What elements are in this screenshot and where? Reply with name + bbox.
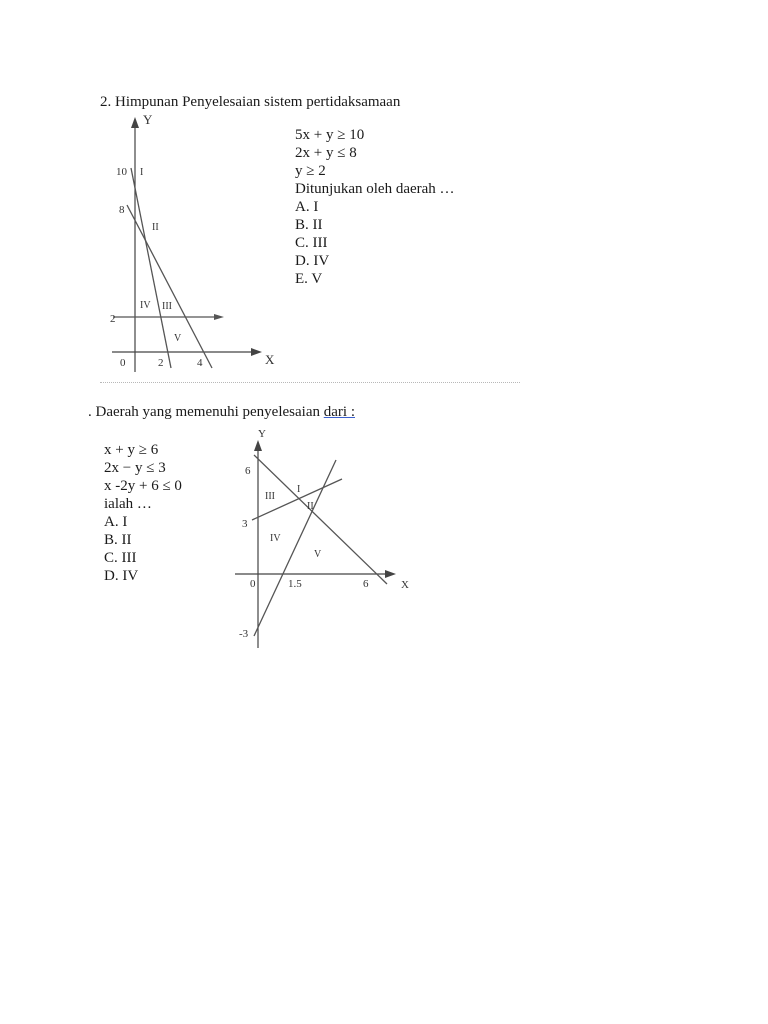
q3-inequality-1: x + y ≥ 6 <box>104 442 159 458</box>
q2-y-tick-10: 10 <box>116 166 127 178</box>
q3-y-tick-6: 6 <box>245 465 251 477</box>
q3-line-x-y-6 <box>254 455 387 584</box>
q2-inequality-3: y ≥ 2 <box>295 163 326 179</box>
q3-x-tick-0: 0 <box>250 578 256 590</box>
q3-option-a[interactable]: A. I <box>104 514 128 530</box>
q3-y-axis-label: Y <box>258 428 266 440</box>
q2-x-tick-0: 0 <box>120 357 126 369</box>
q2-option-b[interactable]: B. II <box>295 217 323 233</box>
q3-y-tick-minus-3: -3 <box>239 628 249 640</box>
q2-region-i: I <box>140 167 144 178</box>
q2-inequality-2: 2x + y ≤ 8 <box>295 145 357 161</box>
q3-inequality-2: 2x − y ≤ 3 <box>104 460 166 476</box>
q2-x-tick-2: 2 <box>158 357 164 369</box>
q2-y-axis-label: Y <box>143 112 153 127</box>
q3-region-i: I <box>297 484 301 495</box>
q2-option-e[interactable]: E. V <box>295 271 323 287</box>
q2-x-tick-4: 4 <box>197 357 203 369</box>
q3-option-d[interactable]: D. IV <box>104 568 139 584</box>
q2-region-v: V <box>174 333 182 344</box>
q2-region-iii: III <box>162 301 172 312</box>
q3-y-tick-3: 3 <box>242 518 248 530</box>
q3-line-2x-y-3 <box>254 460 336 636</box>
q3-region-v: V <box>314 549 322 560</box>
q2-region-iv: IV <box>140 300 151 311</box>
q2-y-tick-2: 2 <box>110 313 116 325</box>
q3-option-c[interactable]: C. III <box>104 550 137 566</box>
q3-x-tick-6: 6 <box>363 578 369 590</box>
q3-title-link[interactable]: dari : <box>323 404 355 420</box>
q2-inequality-1: 5x + y ≥ 10 <box>295 127 365 143</box>
q3-y-axis-arrow <box>254 440 262 451</box>
q2-option-d[interactable]: D. IV <box>295 253 330 269</box>
q3-region-iv: IV <box>270 533 281 544</box>
q2-x-axis-label: X <box>265 352 275 367</box>
q3-x-axis-label: X <box>401 579 409 591</box>
q2-option-c[interactable]: C. III <box>295 235 328 251</box>
q2-prompt: Ditunjukan oleh daerah … <box>295 181 455 197</box>
q3-option-b[interactable]: B. II <box>104 532 132 548</box>
q3-x-tick-1-5: 1.5 <box>288 578 302 590</box>
q2-region-ii: II <box>152 222 159 233</box>
q2-y-tick-8: 8 <box>119 204 125 216</box>
q2-option-a[interactable]: A. I <box>295 199 319 215</box>
q3-x-axis-arrow <box>385 570 396 578</box>
question-2-title: 2. Himpunan Penyelesaian sistem pertidaksamaan <box>100 94 401 110</box>
q3-inequality-3: x -2y + 6 ≤ 0 <box>104 478 182 494</box>
q3-prompt: ialah … <box>104 496 152 512</box>
q3-title-text: . Daerah yang memenuhi penyelesaian <box>88 404 324 420</box>
q3-region-ii: II <box>307 501 314 512</box>
q3-region-iii: III <box>265 491 275 502</box>
